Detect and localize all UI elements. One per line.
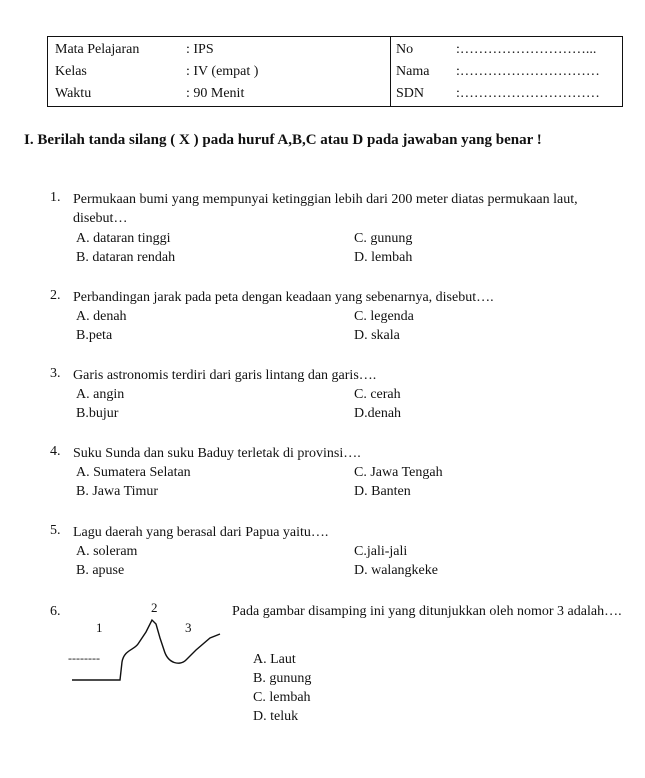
name-label: Nama <box>396 64 430 79</box>
question-number: 2. <box>50 288 61 303</box>
header-row-1 <box>48 39 622 61</box>
option-b[interactable]: B.peta <box>76 328 113 343</box>
name-field[interactable]: :………………………… <box>456 64 600 79</box>
option-b[interactable]: B. apuse <box>76 563 125 578</box>
header-table <box>47 36 623 107</box>
class-value: : IV (empat ) <box>186 64 259 79</box>
school-field[interactable]: :………………………… <box>456 86 600 101</box>
section-instruction: I. Berilah tanda silang ( X ) pada huruf A,B,C atau D pada jawaban yang benar ! <box>24 132 542 148</box>
option-c[interactable]: C. cerah <box>354 387 401 402</box>
subject-label: Mata Pelajaran <box>55 42 140 57</box>
option-a[interactable]: A. denah <box>76 309 127 324</box>
subject-value: : IPS <box>186 42 214 57</box>
question-6-option-a[interactable]: A. Laut <box>253 652 296 667</box>
question-text: Garis astronomis terdiri dari garis lintang dan garis…. <box>73 368 377 383</box>
time-value: : 90 Menit <box>186 86 245 101</box>
school-label: SDN <box>396 86 425 101</box>
question-text: Perbandingan jarak pada peta dengan keadaan yang sebenarnya, disebut…. <box>73 290 494 305</box>
label-1: 1 <box>96 620 103 635</box>
no-field[interactable]: :………………………... <box>456 42 597 57</box>
header-row-2 <box>48 61 622 83</box>
option-d[interactable]: D. skala <box>354 328 400 343</box>
question-text: Lagu daerah yang berasal dari Papua yaitu…. <box>73 525 329 540</box>
question-text: Permukaan bumi yang mempunyai ketinggian lebih dari 200 meter diatas permukaan laut, disebut… <box>73 192 578 226</box>
mountain-outline <box>72 620 220 680</box>
header-row-3 <box>48 83 622 105</box>
option-a[interactable]: A. Sumatera Selatan <box>76 465 191 480</box>
option-b[interactable]: B. dataran rendah <box>76 250 176 265</box>
option-a[interactable]: A. soleram <box>76 544 138 559</box>
option-c[interactable]: C. gunung <box>354 231 413 246</box>
label-2: 2 <box>151 600 158 615</box>
class-label: Kelas <box>55 64 87 79</box>
question-number: 5. <box>50 523 61 538</box>
option-c[interactable]: C. legenda <box>354 309 414 324</box>
question-text: Suku Sunda dan suku Baduy terletak di provinsi…. <box>73 446 361 461</box>
question-6-option-d[interactable]: D. teluk <box>253 709 299 724</box>
time-label: Waktu <box>55 86 92 101</box>
question-6-option-c[interactable]: C. lembah <box>253 690 311 705</box>
question-6-option-b[interactable]: B. gunung <box>253 671 312 686</box>
label-3: 3 <box>185 620 192 635</box>
question-number: 4. <box>50 444 61 459</box>
option-d[interactable]: D.denah <box>354 406 402 421</box>
option-c[interactable]: C. Jawa Tengah <box>354 465 443 480</box>
question-number: 3. <box>50 366 61 381</box>
question-6-number: 6. <box>50 604 61 619</box>
question-number: 1. <box>50 190 61 205</box>
option-d[interactable]: D. walangkeke <box>354 563 438 578</box>
landform-sketch <box>60 598 230 690</box>
option-d[interactable]: D. Banten <box>354 484 411 499</box>
option-a[interactable]: A. angin <box>76 387 125 402</box>
sea-level-dashes: -------- <box>68 651 100 665</box>
option-b[interactable]: B.bujur <box>76 406 119 421</box>
question-6-text: Pada gambar disamping ini yang ditunjukkan oleh nomor 3 adalah…. <box>232 604 622 619</box>
option-d[interactable]: D. lembah <box>354 250 413 265</box>
option-c[interactable]: C.jali-jali <box>354 544 408 559</box>
no-label: No <box>396 42 414 57</box>
option-b[interactable]: B. Jawa Timur <box>76 484 159 499</box>
option-a[interactable]: A. dataran tinggi <box>76 231 171 246</box>
